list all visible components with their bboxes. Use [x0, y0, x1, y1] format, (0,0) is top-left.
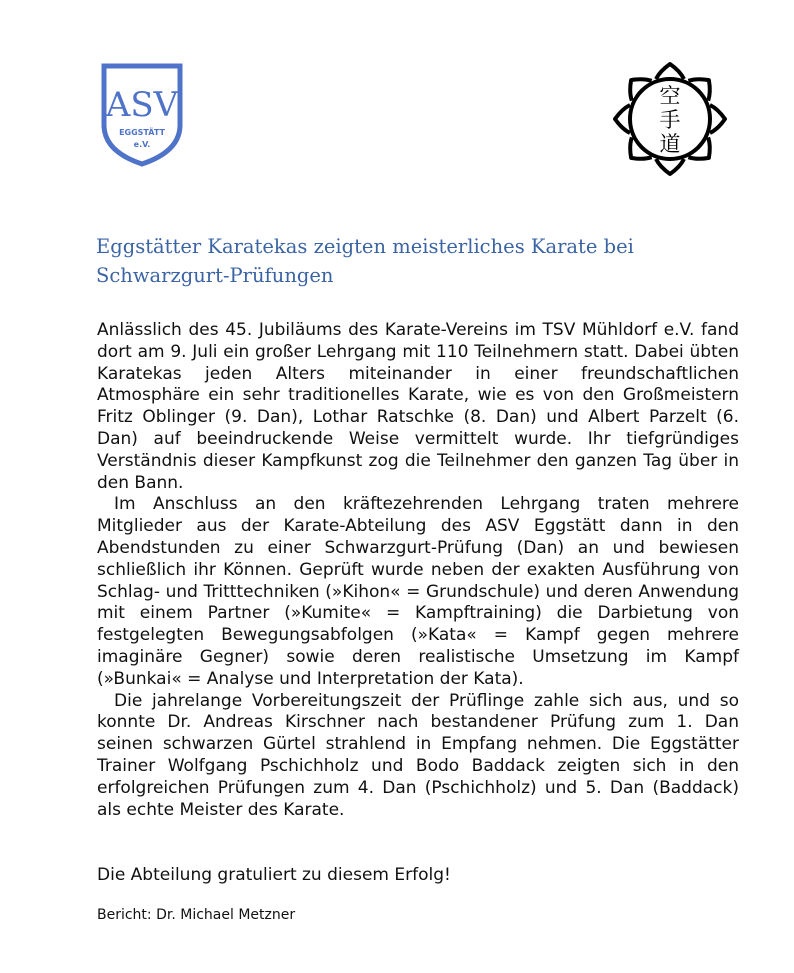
- asv-ev: e.V.: [133, 140, 151, 149]
- paragraph-3: Die jahrelange Vorbereitungszeit der Prüflinge zahle sich aus, und so konnte Dr. Andreas Kirschner nach bestandener Prüfung zum 1. Dan seinen schwarzen Gürtel strahlend in Empfang nehmen. Die Eggstätter Trainer Wolfgang Pschichholz und Bodo Baddack zeigten sich in den erfolgreichen Prüfungen zum 4. Dan (Pschichholz) und 5. Dan (Baddack) als echte Meister des Karate.: [97, 690, 739, 820]
- report-credit: Bericht: Dr. Michael Metzner: [97, 907, 296, 923]
- asv-eggstaett-logo: [101, 63, 183, 167]
- paragraph-1: Anlässlich des 45. Jubiläums des Karate-Vereins im TSV Mühldorf e.V. fand dort am 9. Juli ein großer Lehrgang mit 110 Teilnehmern statt. Dabei übten Karatekas jeden Alters miteinander in einer freundschaftlichen Atmosphäre ein sehr traditionelles Karate, wie es von den Großmeistern Fritz Oblinger (9. Dan), Lothar Ratschke (8. Dan) und Albert Parzelt (6. Dan) auf beeindruckende Weise vermittelt wurde. Ihr tiefgründiges Verständnis dieser Kampfkunst zog die Teilnehmer den ganzen Tag über in den Bann.: [97, 320, 739, 493]
- kanji-do: 道: [659, 132, 681, 156]
- karate-do-emblem: [612, 61, 728, 177]
- karate-lotus-emblem-icon: [612, 61, 728, 177]
- kanji-kara: 空: [659, 84, 681, 108]
- kanji-te: 手: [659, 108, 681, 132]
- asv-letters: ASV: [105, 85, 179, 125]
- article-body: [97, 320, 739, 821]
- closing-congratulation: Die Abteilung gratuliert zu diesem Erfolg!: [97, 865, 451, 885]
- article-title: Eggstätter Karatekas zeigten meisterliches Karate bei Schwarzgurt-Prüfungen: [96, 235, 634, 287]
- paragraph-2: Im Anschluss an den kräftezehrenden Lehrgang traten mehrere Mitglieder aus der Karate-Abteilung des ASV Eggstätt dann in den Abendstunden zu einer Schwarzgurt-Prüfung (Dan) an und bewiesen schließlich ihr Können. Geprüft wurde neben der exakten Ausführung von Schlag- und Tritttechniken (»Kihon« = Grundschule) und deren Anwendung mit einem Partner (»Kumite« = Kampftraining) die Darbietung von festgelegten Bewegungsabfolgen (»Kata« = Kampf gegen mehrere imaginäre Gegner) sowie deren realistische Umsetzung im Kampf (»Bunkai« = Analyse und Interpretation der Kata).: [97, 494, 739, 689]
- asv-shield-logo-icon: [101, 63, 183, 167]
- asv-town: EGGSTÄTT: [119, 128, 165, 137]
